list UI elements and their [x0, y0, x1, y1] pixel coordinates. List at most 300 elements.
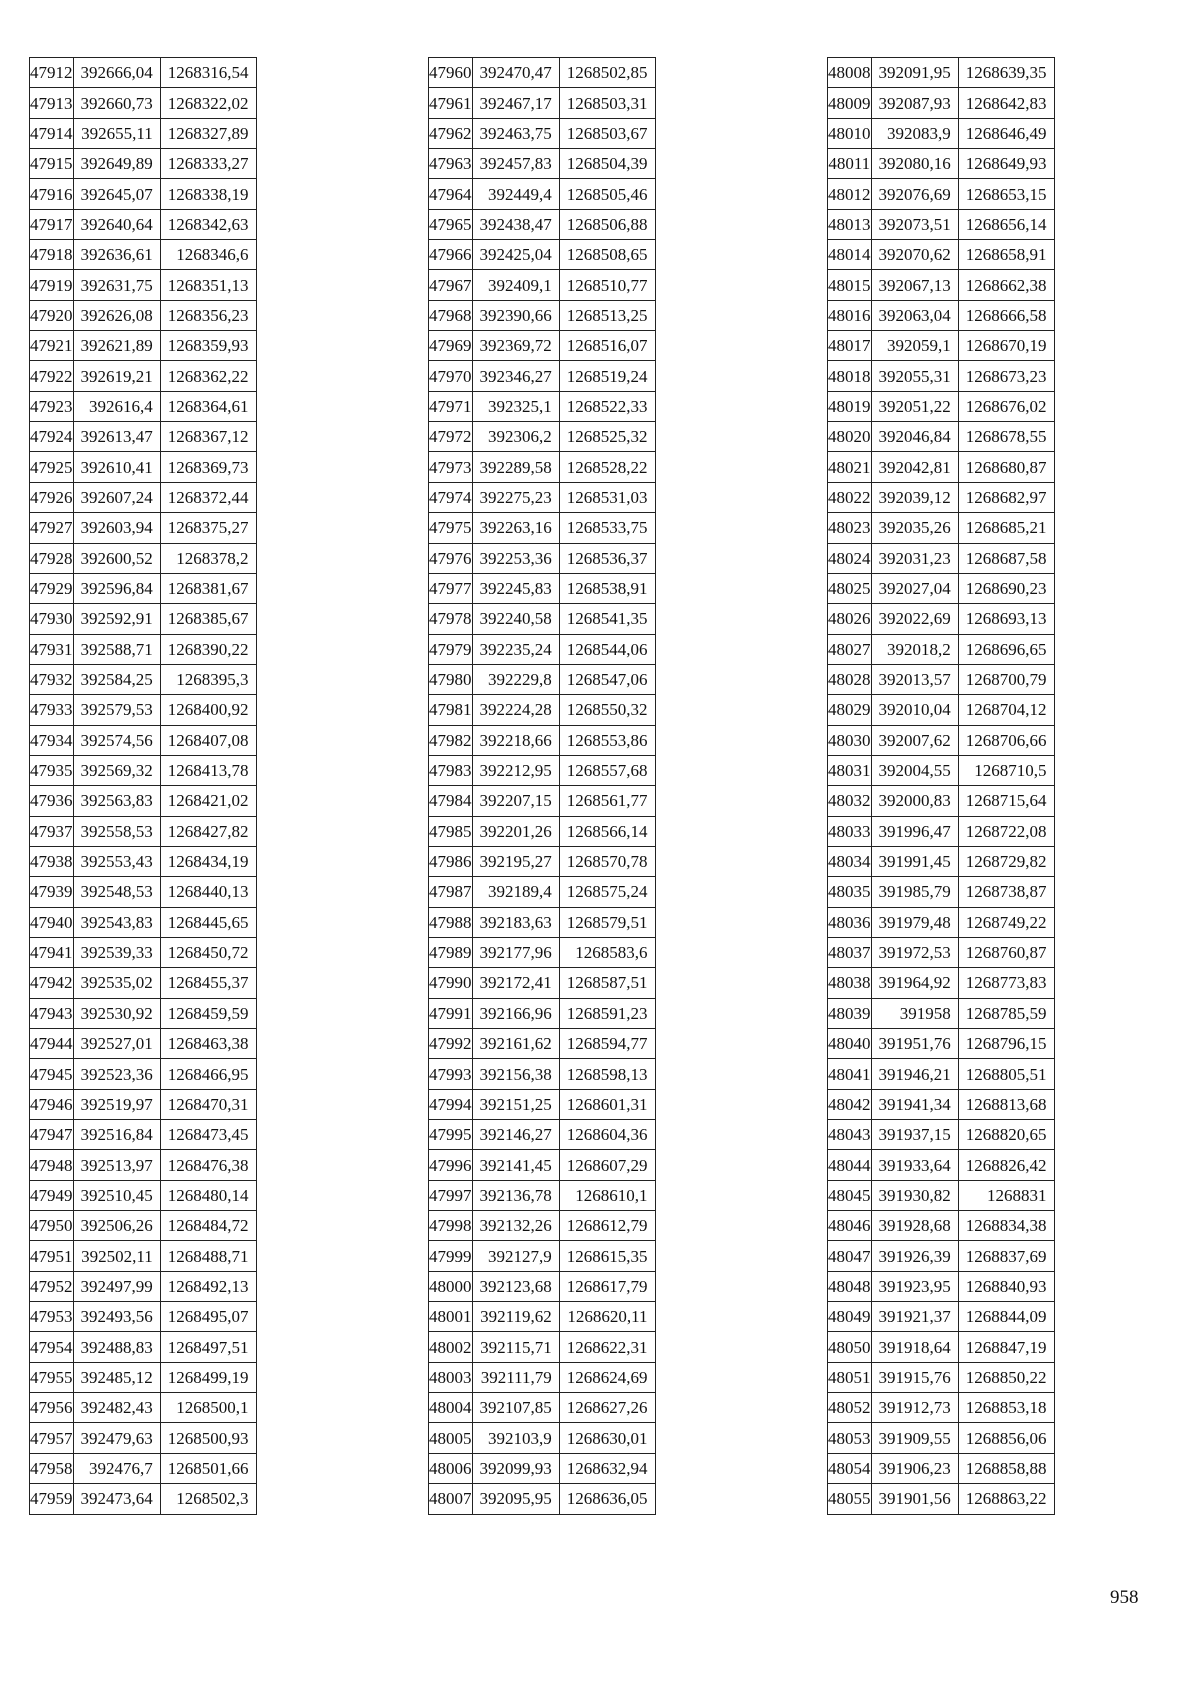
y-coordinate-cell: 1268813,68 [958, 1089, 1054, 1119]
y-coordinate-cell: 1268450,72 [160, 937, 256, 967]
table-row [429, 998, 656, 1028]
y-coordinate-cell: 1268601,31 [559, 1089, 655, 1119]
table-row [828, 604, 1055, 634]
table-row [828, 1484, 1055, 1514]
table-row [429, 816, 656, 846]
point-number-cell: 47981 [429, 695, 473, 725]
x-coordinate-cell: 392119,62 [472, 1302, 559, 1332]
point-number-cell: 47912 [30, 58, 74, 88]
table-row [828, 1362, 1055, 1392]
x-coordinate-cell: 392631,75 [73, 270, 160, 300]
y-coordinate-cell: 1268670,19 [958, 331, 1054, 361]
table-row [429, 725, 656, 755]
y-coordinate-cell: 1268407,08 [160, 725, 256, 755]
point-number-cell: 47936 [30, 786, 74, 816]
table-row [828, 482, 1055, 512]
y-coordinate-cell: 1268440,13 [160, 877, 256, 907]
x-coordinate-cell: 392136,78 [472, 1180, 559, 1210]
table-row [30, 1120, 257, 1150]
table-row [429, 968, 656, 998]
point-number-cell: 48028 [828, 664, 872, 694]
table-row [828, 88, 1055, 118]
point-number-cell: 48044 [828, 1150, 872, 1180]
x-coordinate-cell: 392574,56 [73, 725, 160, 755]
x-coordinate-cell: 391979,48 [871, 907, 958, 937]
point-number-cell: 47948 [30, 1150, 74, 1180]
point-number-cell: 47983 [429, 755, 473, 785]
table-row [828, 1332, 1055, 1362]
x-coordinate-cell: 392195,27 [472, 846, 559, 876]
x-coordinate-cell: 392519,97 [73, 1089, 160, 1119]
page-number: 958 [1110, 1587, 1139, 1608]
table-row [429, 331, 656, 361]
table-row [30, 88, 257, 118]
y-coordinate-cell: 1268858,88 [958, 1453, 1054, 1483]
table-row [429, 1089, 656, 1119]
point-number-cell: 47953 [30, 1302, 74, 1332]
table-row [30, 179, 257, 209]
table-row [30, 543, 257, 573]
point-number-cell: 47946 [30, 1089, 74, 1119]
x-coordinate-cell: 392645,07 [73, 179, 160, 209]
x-coordinate-cell: 391946,21 [871, 1059, 958, 1089]
point-number-cell: 47961 [429, 88, 473, 118]
x-coordinate-cell: 392063,04 [871, 300, 958, 330]
point-number-cell: 48052 [828, 1393, 872, 1423]
point-number-cell: 48030 [828, 725, 872, 755]
point-number-cell: 48024 [828, 543, 872, 573]
point-number-cell: 47996 [429, 1150, 473, 1180]
table-row [828, 270, 1055, 300]
point-number-cell: 48020 [828, 422, 872, 452]
x-coordinate-cell: 392263,16 [472, 513, 559, 543]
point-number-cell: 47930 [30, 604, 74, 634]
x-coordinate-cell: 392655,11 [73, 118, 160, 148]
table-row [429, 1423, 656, 1453]
y-coordinate-cell: 1268646,49 [958, 118, 1054, 148]
y-coordinate-cell: 1268658,91 [958, 240, 1054, 270]
x-coordinate-cell: 392010,04 [871, 695, 958, 725]
point-number-cell: 48027 [828, 634, 872, 664]
point-number-cell: 48031 [828, 755, 872, 785]
y-coordinate-cell: 1268570,78 [559, 846, 655, 876]
y-coordinate-cell: 1268850,22 [958, 1362, 1054, 1392]
x-coordinate-cell: 392640,64 [73, 209, 160, 239]
y-coordinate-cell: 1268840,93 [958, 1271, 1054, 1301]
point-number-cell: 47947 [30, 1120, 74, 1150]
y-coordinate-cell: 1268528,22 [559, 452, 655, 482]
table-row [30, 877, 257, 907]
point-number-cell: 48046 [828, 1211, 872, 1241]
y-coordinate-cell: 1268333,27 [160, 149, 256, 179]
x-coordinate-cell: 392123,68 [472, 1271, 559, 1301]
table-row [828, 937, 1055, 967]
y-coordinate-cell: 1268642,83 [958, 88, 1054, 118]
point-number-cell: 48037 [828, 937, 872, 967]
y-coordinate-cell: 1268627,26 [559, 1393, 655, 1423]
x-coordinate-cell: 392425,04 [472, 240, 559, 270]
y-coordinate-cell: 1268510,77 [559, 270, 655, 300]
y-coordinate-cell: 1268826,42 [958, 1150, 1054, 1180]
point-number-cell: 47927 [30, 513, 74, 543]
point-number-cell: 47935 [30, 755, 74, 785]
point-number-cell: 47943 [30, 998, 74, 1028]
point-number-cell: 47925 [30, 452, 74, 482]
table-row [30, 1059, 257, 1089]
point-number-cell: 48045 [828, 1180, 872, 1210]
point-number-cell: 47923 [30, 391, 74, 421]
table-row [30, 998, 257, 1028]
y-coordinate-cell: 1268610,1 [559, 1180, 655, 1210]
point-number-cell: 48042 [828, 1089, 872, 1119]
point-number-cell: 48026 [828, 604, 872, 634]
table-row [828, 968, 1055, 998]
table-row [429, 513, 656, 543]
y-coordinate-cell: 1268594,77 [559, 1029, 655, 1059]
point-number-cell: 48036 [828, 907, 872, 937]
table-row [429, 1211, 656, 1241]
point-number-cell: 47959 [30, 1484, 74, 1514]
y-coordinate-cell: 1268536,37 [559, 543, 655, 573]
table-row [30, 604, 257, 634]
x-coordinate-cell: 392091,95 [871, 58, 958, 88]
x-coordinate-cell: 391915,76 [871, 1362, 958, 1392]
point-number-cell: 47921 [30, 331, 74, 361]
x-coordinate-cell: 392161,62 [472, 1029, 559, 1059]
table-row [30, 1362, 257, 1392]
y-coordinate-cell: 1268381,67 [160, 573, 256, 603]
x-coordinate-cell: 392027,04 [871, 573, 958, 603]
y-coordinate-cell: 1268502,85 [559, 58, 655, 88]
point-number-cell: 47933 [30, 695, 74, 725]
point-number-cell: 47919 [30, 270, 74, 300]
point-number-cell: 48032 [828, 786, 872, 816]
x-coordinate-cell: 392245,83 [472, 573, 559, 603]
point-number-cell: 47966 [429, 240, 473, 270]
table-row [30, 452, 257, 482]
y-coordinate-cell: 1268505,46 [559, 179, 655, 209]
table-row [30, 573, 257, 603]
table-row [30, 816, 257, 846]
y-coordinate-cell: 1268853,18 [958, 1393, 1054, 1423]
table-row [429, 573, 656, 603]
x-coordinate-cell: 392212,95 [472, 755, 559, 785]
table-row [828, 877, 1055, 907]
y-coordinate-cell: 1268557,68 [559, 755, 655, 785]
x-coordinate-cell: 392548,53 [73, 877, 160, 907]
x-coordinate-cell: 392127,9 [472, 1241, 559, 1271]
y-coordinate-cell: 1268492,13 [160, 1271, 256, 1301]
x-coordinate-cell: 392621,89 [73, 331, 160, 361]
x-coordinate-cell: 392390,66 [472, 300, 559, 330]
table-row [828, 1393, 1055, 1423]
coordinate-table-2 [428, 57, 656, 1515]
table-row [429, 1059, 656, 1089]
x-coordinate-cell: 392070,62 [871, 240, 958, 270]
y-coordinate-cell: 1268706,66 [958, 725, 1054, 755]
y-coordinate-cell: 1268620,11 [559, 1302, 655, 1332]
table-row [30, 1484, 257, 1514]
x-coordinate-cell: 392275,23 [472, 482, 559, 512]
y-coordinate-cell: 1268704,12 [958, 695, 1054, 725]
point-number-cell: 47969 [429, 331, 473, 361]
x-coordinate-cell: 392103,9 [472, 1423, 559, 1453]
table-row [429, 149, 656, 179]
point-number-cell: 48005 [429, 1423, 473, 1453]
table-row [30, 300, 257, 330]
point-number-cell: 47926 [30, 482, 74, 512]
point-number-cell: 47950 [30, 1211, 74, 1241]
x-coordinate-cell: 392229,8 [472, 664, 559, 694]
x-coordinate-cell: 392156,38 [472, 1059, 559, 1089]
x-coordinate-cell: 392523,36 [73, 1059, 160, 1089]
point-number-cell: 47998 [429, 1211, 473, 1241]
y-coordinate-cell: 1268351,13 [160, 270, 256, 300]
point-number-cell: 48001 [429, 1302, 473, 1332]
x-coordinate-cell: 392506,26 [73, 1211, 160, 1241]
x-coordinate-cell: 391933,64 [871, 1150, 958, 1180]
table-row [429, 1362, 656, 1392]
point-number-cell: 47932 [30, 664, 74, 694]
table-row [30, 1029, 257, 1059]
table-row [30, 482, 257, 512]
table-row [30, 149, 257, 179]
table-row [429, 604, 656, 634]
y-coordinate-cell: 1268503,67 [559, 118, 655, 148]
y-coordinate-cell: 1268533,75 [559, 513, 655, 543]
x-coordinate-cell: 391930,82 [871, 1180, 958, 1210]
x-coordinate-cell: 392004,55 [871, 755, 958, 785]
y-coordinate-cell: 1268470,31 [160, 1089, 256, 1119]
table-row [828, 149, 1055, 179]
table-row [828, 786, 1055, 816]
y-coordinate-cell: 1268615,35 [559, 1241, 655, 1271]
x-coordinate-cell: 392055,31 [871, 361, 958, 391]
point-number-cell: 47931 [30, 634, 74, 664]
table-row [30, 513, 257, 543]
x-coordinate-cell: 392539,33 [73, 937, 160, 967]
x-coordinate-cell: 392513,97 [73, 1150, 160, 1180]
x-coordinate-cell: 392516,84 [73, 1120, 160, 1150]
y-coordinate-cell: 1268445,65 [160, 907, 256, 937]
point-number-cell: 47985 [429, 816, 473, 846]
y-coordinate-cell: 1268538,91 [559, 573, 655, 603]
x-coordinate-cell: 391941,34 [871, 1089, 958, 1119]
y-coordinate-cell: 1268356,23 [160, 300, 256, 330]
y-coordinate-cell: 1268519,24 [559, 361, 655, 391]
y-coordinate-cell: 1268612,79 [559, 1211, 655, 1241]
table-row [30, 1241, 257, 1271]
x-coordinate-cell: 392022,69 [871, 604, 958, 634]
x-coordinate-cell: 392666,04 [73, 58, 160, 88]
x-coordinate-cell: 392218,66 [472, 725, 559, 755]
y-coordinate-cell: 1268522,33 [559, 391, 655, 421]
point-number-cell: 47924 [30, 422, 74, 452]
point-number-cell: 47999 [429, 1241, 473, 1271]
point-number-cell: 47965 [429, 209, 473, 239]
table-row [828, 118, 1055, 148]
table-row [30, 1211, 257, 1241]
y-coordinate-cell: 1268476,38 [160, 1150, 256, 1180]
y-coordinate-cell: 1268395,3 [160, 664, 256, 694]
point-number-cell: 48015 [828, 270, 872, 300]
y-coordinate-cell: 1268463,38 [160, 1029, 256, 1059]
table-row [30, 422, 257, 452]
y-coordinate-cell: 1268682,97 [958, 482, 1054, 512]
table-row [429, 907, 656, 937]
table-row [429, 1332, 656, 1362]
point-number-cell: 48010 [828, 118, 872, 148]
table-row [828, 1180, 1055, 1210]
y-coordinate-cell: 1268488,71 [160, 1241, 256, 1271]
x-coordinate-cell: 391972,53 [871, 937, 958, 967]
point-number-cell: 47945 [30, 1059, 74, 1089]
table-row [828, 300, 1055, 330]
table-row [828, 695, 1055, 725]
point-number-cell: 47971 [429, 391, 473, 421]
y-coordinate-cell: 1268722,08 [958, 816, 1054, 846]
table-row [30, 725, 257, 755]
point-number-cell: 48021 [828, 452, 872, 482]
table-row [429, 482, 656, 512]
x-coordinate-cell: 392488,83 [73, 1332, 160, 1362]
table-row [429, 452, 656, 482]
table-row [429, 270, 656, 300]
y-coordinate-cell: 1268738,87 [958, 877, 1054, 907]
point-number-cell: 47993 [429, 1059, 473, 1089]
y-coordinate-cell: 1268844,09 [958, 1302, 1054, 1332]
table-row [30, 664, 257, 694]
table-row [30, 695, 257, 725]
table-row [30, 209, 257, 239]
y-coordinate-cell: 1268342,63 [160, 209, 256, 239]
x-coordinate-cell: 392141,45 [472, 1150, 559, 1180]
point-number-cell: 48041 [828, 1059, 872, 1089]
point-number-cell: 47915 [30, 149, 74, 179]
y-coordinate-cell: 1268541,35 [559, 604, 655, 634]
table-row [429, 695, 656, 725]
y-coordinate-cell: 1268662,38 [958, 270, 1054, 300]
x-coordinate-cell: 392619,21 [73, 361, 160, 391]
table-row [828, 58, 1055, 88]
x-coordinate-cell: 392588,71 [73, 634, 160, 664]
y-coordinate-cell: 1268607,29 [559, 1150, 655, 1180]
x-coordinate-cell: 392603,94 [73, 513, 160, 543]
y-coordinate-cell: 1268459,59 [160, 998, 256, 1028]
point-number-cell: 48048 [828, 1271, 872, 1301]
point-number-cell: 47949 [30, 1180, 74, 1210]
point-number-cell: 47944 [30, 1029, 74, 1059]
x-coordinate-cell: 392553,43 [73, 846, 160, 876]
x-coordinate-cell: 392046,84 [871, 422, 958, 452]
y-coordinate-cell: 1268434,19 [160, 846, 256, 876]
table-row [30, 391, 257, 421]
point-number-cell: 47976 [429, 543, 473, 573]
table-row [429, 1393, 656, 1423]
x-coordinate-cell: 392473,64 [73, 1484, 160, 1514]
y-coordinate-cell: 1268863,22 [958, 1484, 1054, 1514]
point-number-cell: 48013 [828, 209, 872, 239]
table-row [429, 877, 656, 907]
y-coordinate-cell: 1268630,01 [559, 1423, 655, 1453]
coordinate-table-3 [827, 57, 1055, 1515]
x-coordinate-cell: 392649,89 [73, 149, 160, 179]
point-number-cell: 48000 [429, 1271, 473, 1301]
y-coordinate-cell: 1268346,6 [160, 240, 256, 270]
y-coordinate-cell: 1268583,6 [559, 937, 655, 967]
point-number-cell: 47994 [429, 1089, 473, 1119]
y-coordinate-cell: 1268685,21 [958, 513, 1054, 543]
table-row [828, 240, 1055, 270]
x-coordinate-cell: 392482,43 [73, 1393, 160, 1423]
table-row [828, 391, 1055, 421]
x-coordinate-cell: 392660,73 [73, 88, 160, 118]
x-coordinate-cell: 392476,7 [73, 1453, 160, 1483]
y-coordinate-cell: 1268495,07 [160, 1302, 256, 1332]
x-coordinate-cell: 392636,61 [73, 240, 160, 270]
table-row [30, 968, 257, 998]
y-coordinate-cell: 1268561,77 [559, 786, 655, 816]
y-coordinate-cell: 1268508,65 [559, 240, 655, 270]
x-coordinate-cell: 391921,37 [871, 1302, 958, 1332]
point-number-cell: 47975 [429, 513, 473, 543]
y-coordinate-cell: 1268676,02 [958, 391, 1054, 421]
table-row [30, 755, 257, 785]
point-number-cell: 47977 [429, 573, 473, 603]
point-number-cell: 47973 [429, 452, 473, 482]
x-coordinate-cell: 392007,62 [871, 725, 958, 755]
x-coordinate-cell: 392031,23 [871, 543, 958, 573]
y-coordinate-cell: 1268604,36 [559, 1120, 655, 1150]
point-number-cell: 48003 [429, 1362, 473, 1392]
x-coordinate-cell: 392067,13 [871, 270, 958, 300]
y-coordinate-cell: 1268516,07 [559, 331, 655, 361]
table-row [429, 1180, 656, 1210]
y-coordinate-cell: 1268834,38 [958, 1211, 1054, 1241]
y-coordinate-cell: 1268322,02 [160, 88, 256, 118]
y-coordinate-cell: 1268579,51 [559, 907, 655, 937]
y-coordinate-cell: 1268773,83 [958, 968, 1054, 998]
point-number-cell: 47920 [30, 300, 74, 330]
x-coordinate-cell: 392530,92 [73, 998, 160, 1028]
x-coordinate-cell: 392166,96 [472, 998, 559, 1028]
point-number-cell: 48009 [828, 88, 872, 118]
point-number-cell: 48049 [828, 1302, 872, 1332]
y-coordinate-cell: 1268760,87 [958, 937, 1054, 967]
point-number-cell: 48022 [828, 482, 872, 512]
y-coordinate-cell: 1268820,65 [958, 1120, 1054, 1150]
y-coordinate-cell: 1268856,06 [958, 1423, 1054, 1453]
x-coordinate-cell: 392146,27 [472, 1120, 559, 1150]
point-number-cell: 48025 [828, 573, 872, 603]
y-coordinate-cell: 1268598,13 [559, 1059, 655, 1089]
table-row [828, 1059, 1055, 1089]
table-row [828, 1241, 1055, 1271]
y-coordinate-cell: 1268362,22 [160, 361, 256, 391]
table-row [828, 755, 1055, 785]
point-number-cell: 47970 [429, 361, 473, 391]
table-row [828, 1120, 1055, 1150]
y-coordinate-cell: 1268501,66 [160, 1453, 256, 1483]
table-row [828, 452, 1055, 482]
table-row [429, 240, 656, 270]
table-row [828, 1029, 1055, 1059]
y-coordinate-cell: 1268372,44 [160, 482, 256, 512]
y-coordinate-cell: 1268729,82 [958, 846, 1054, 876]
table-row [30, 1180, 257, 1210]
table-row [429, 1120, 656, 1150]
point-number-cell: 47989 [429, 937, 473, 967]
